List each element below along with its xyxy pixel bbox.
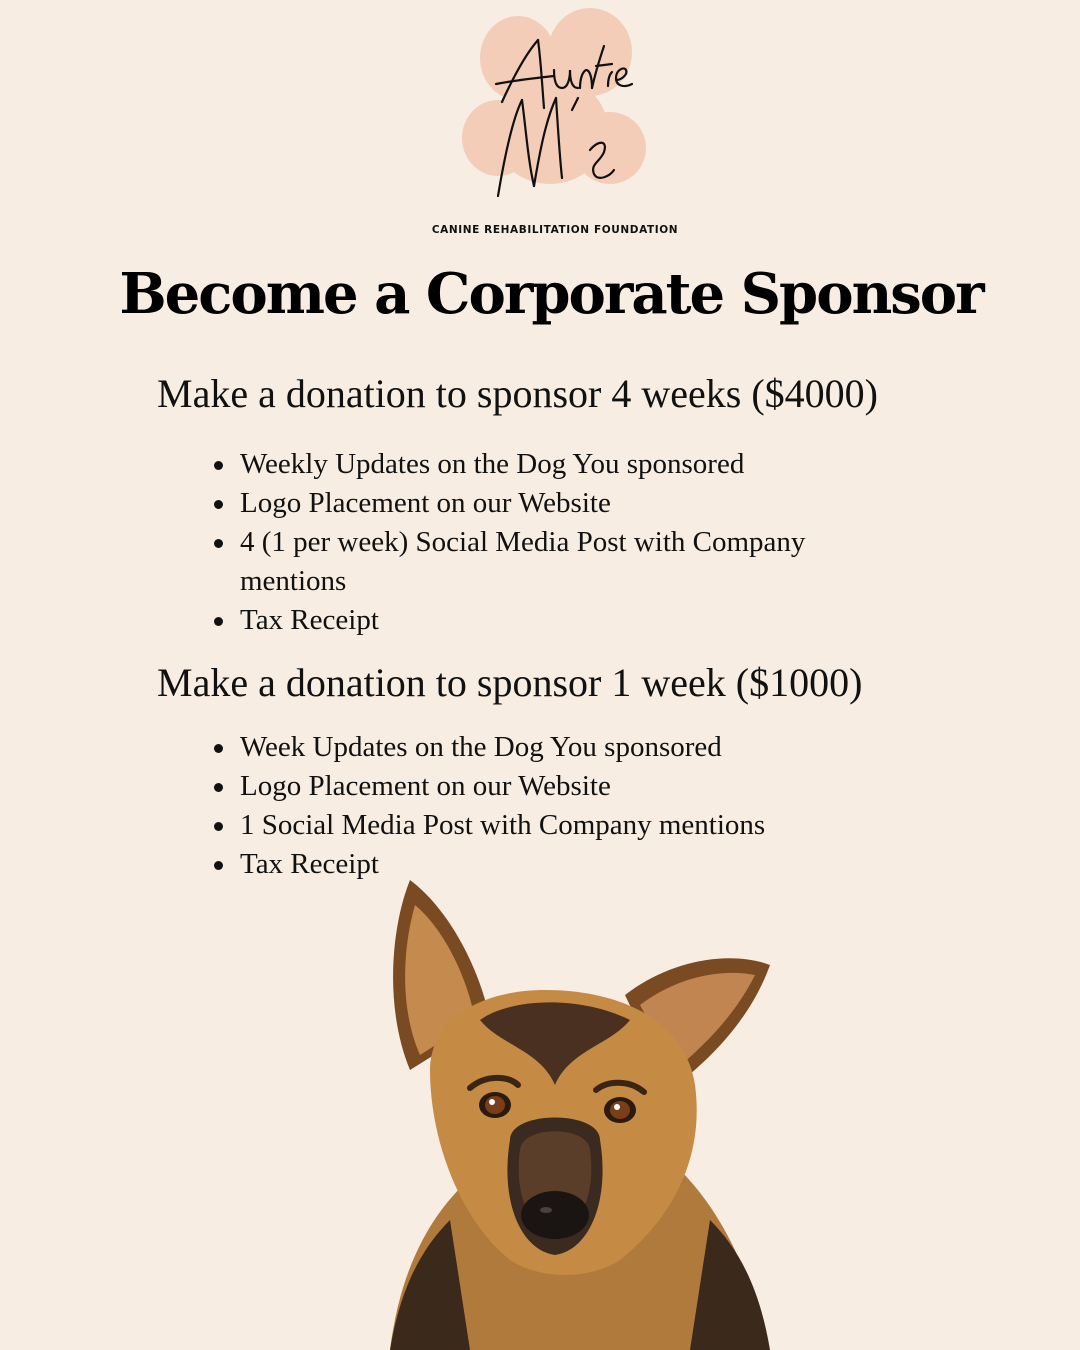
bullet-icon xyxy=(214,461,223,470)
bullet-icon xyxy=(214,783,223,792)
benefit-list-1-week xyxy=(214,728,914,884)
logo-subtitle: CANINE REHABILITATION FOUNDATION xyxy=(431,224,679,236)
dog-icon xyxy=(370,870,790,1350)
paw-print-logo-icon xyxy=(440,0,680,215)
bullet-icon xyxy=(214,822,223,831)
list-item xyxy=(214,767,914,806)
bullet-icon xyxy=(214,861,223,870)
benefit-text: Week Updates on the Dog You sponsored xyxy=(240,731,722,763)
bullet-icon xyxy=(214,744,223,753)
bullet-icon xyxy=(214,500,223,509)
benefit-list-4-weeks xyxy=(214,445,914,640)
list-item xyxy=(214,484,914,523)
benefit-text: 1 Social Media Post with Company mentions xyxy=(240,809,766,841)
page-title: Become a Corporate Sponsor xyxy=(119,261,983,327)
auntie-ms-logo xyxy=(440,0,680,215)
benefit-text: 4 (1 per week) Social Media Post with Company mentions xyxy=(240,526,806,597)
benefit-text: Tax Receipt xyxy=(240,848,379,880)
benefit-text: Logo Placement on our Website xyxy=(240,487,611,519)
bullet-icon xyxy=(214,617,223,626)
benefit-text: Weekly Updates on the Dog You sponsored xyxy=(240,448,745,480)
benefit-text: Tax Receipt xyxy=(240,604,379,636)
tier-heading-4-weeks: Make a donation to sponsor 4 weeks ($4000) xyxy=(157,371,878,416)
list-item xyxy=(214,728,914,767)
tier-heading-1-week: Make a donation to sponsor 1 week ($1000) xyxy=(157,660,863,705)
list-item xyxy=(214,523,914,601)
list-item xyxy=(214,445,914,484)
bullet-icon xyxy=(214,539,223,548)
german-shepherd-photo xyxy=(370,870,790,1350)
benefit-text: Logo Placement on our Website xyxy=(240,770,611,802)
list-item xyxy=(214,806,914,845)
list-item xyxy=(214,601,914,640)
